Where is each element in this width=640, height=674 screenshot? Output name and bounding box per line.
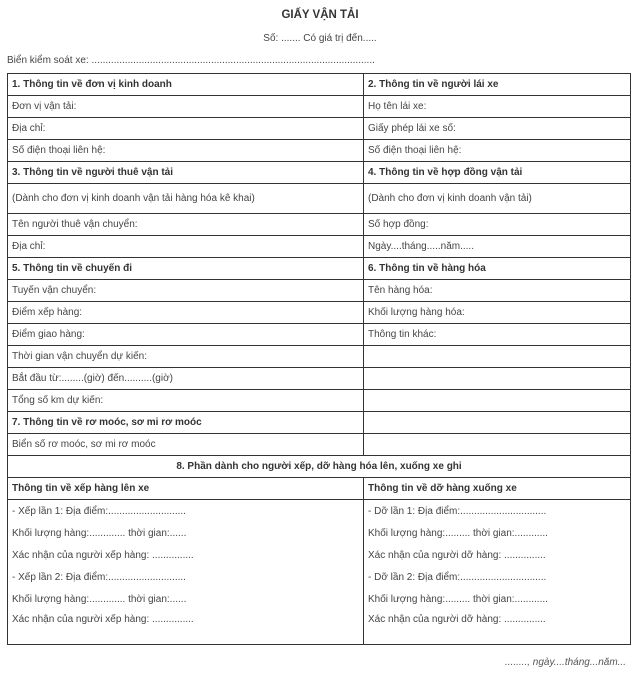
driver-phone-field: Số điện thoại liên hệ:	[364, 140, 631, 162]
table-row	[8, 324, 631, 346]
unloading-2-confirm: Xác nhận của người dỡ hàng: ...............	[364, 610, 631, 645]
loading-1-weight: Khối lượng hàng:............. thời gian:......	[8, 522, 364, 544]
table-row	[8, 368, 631, 390]
unloading-1-confirm: Xác nhận của người dỡ hàng: ...............	[364, 544, 631, 566]
vehicle-plate-line: Biển kiểm soát xe: ......................................................................................................	[7, 55, 375, 66]
empty-cell	[364, 412, 631, 434]
unloading-2-location: - Dỡ lần 2: Địa điểm:...............................	[364, 566, 631, 588]
goods-other-field: Thông tin khác:	[364, 324, 631, 346]
table-row	[8, 280, 631, 302]
unloading-1-location: - Dỡ lần 1: Địa điểm:...............................	[364, 500, 631, 523]
section-2-heading: 2. Thông tin về người lái xe	[364, 74, 631, 96]
signature-date-line: ........, ngày....tháng...năm...	[505, 657, 626, 668]
hirer-address-field: Địa chỉ:	[8, 236, 364, 258]
empty-cell	[364, 368, 631, 390]
unloading-1-weight: Khối lượng hàng:......... thời gian:............	[364, 522, 631, 544]
route-field: Tuyến vận chuyển:	[8, 280, 364, 302]
contract-date-field: Ngày....tháng.....năm.....	[364, 236, 631, 258]
table-row	[8, 456, 631, 478]
table-row	[8, 184, 631, 214]
driver-license-field: Giấy phép lái xe số:	[364, 118, 631, 140]
business-address-field: Địa chỉ:	[8, 118, 364, 140]
total-km-field: Tổng số km dự kiến:	[8, 390, 364, 412]
loading-1-location: - Xếp lần 1: Địa điểm:............................	[8, 500, 364, 523]
loading-1-confirm: Xác nhận của người xếp hàng: ...............	[8, 544, 364, 566]
trailer-plate-field: Biển số rơ moóc, sơ mi rơ moóc	[8, 434, 364, 456]
table-row	[8, 390, 631, 412]
loading-2-weight: Khối lượng hàng:............. thời gian:......	[8, 588, 364, 610]
table-row	[8, 478, 631, 500]
section-3-heading: 3. Thông tin về người thuê vận tải	[8, 162, 364, 184]
table-row	[8, 140, 631, 162]
table-row	[8, 588, 631, 610]
hirer-name-field: Tên người thuê vận chuyển:	[8, 214, 364, 236]
expected-time-field: Thời gian vận chuyển dự kiến:	[8, 346, 364, 368]
business-phone-field: Số điện thoại liên hệ:	[8, 140, 364, 162]
section-3-note: (Dành cho đơn vị kinh doanh vận tải hàng hóa kê khai)	[8, 184, 364, 214]
table-row	[8, 74, 631, 96]
unloading-info-heading: Thông tin về dỡ hàng xuống xe	[364, 478, 631, 500]
section-6-heading: 6. Thông tin về hàng hóa	[364, 258, 631, 280]
section-1-heading: 1. Thông tin về đơn vị kinh doanh	[8, 74, 364, 96]
table-row	[8, 522, 631, 544]
transport-form-table	[7, 73, 631, 645]
table-row	[8, 302, 631, 324]
start-time-field: Bắt đầu từ:........(giờ) đến..........(giờ)	[8, 368, 364, 390]
document-number-line: Số: ....... Có giá trị đến.....	[263, 33, 377, 44]
document-title: GIẤY VẬN TẢI	[281, 9, 359, 21]
table-row	[8, 118, 631, 140]
empty-cell	[364, 346, 631, 368]
section-5-heading: 5. Thông tin về chuyến đi	[8, 258, 364, 280]
section-7-heading: 7. Thông tin về rơ moóc, sơ mi rơ moóc	[8, 412, 364, 434]
section-4-note: (Dành cho đơn vị kinh doanh vận tải)	[364, 184, 631, 214]
table-row	[8, 500, 631, 523]
table-row	[8, 236, 631, 258]
loading-info-heading: Thông tin về xếp hàng lên xe	[8, 478, 364, 500]
table-row	[8, 214, 631, 236]
loading-2-location: - Xếp lần 2: Địa điểm:............................	[8, 566, 364, 588]
section-8-heading: 8. Phần dành cho người xếp, dỡ hàng hóa lên, xuống xe ghi	[8, 456, 631, 478]
section-4-heading: 4. Thông tin về hợp đồng vận tải	[364, 162, 631, 184]
transport-unit-field: Đơn vị vận tải:	[8, 96, 364, 118]
goods-weight-field: Khối lượng hàng hóa:	[364, 302, 631, 324]
loading-2-confirm: Xác nhận của người xếp hàng: ...............	[8, 610, 364, 645]
table-row	[8, 434, 631, 456]
table-row	[8, 412, 631, 434]
delivery-point-field: Điểm giao hàng:	[8, 324, 364, 346]
table-row	[8, 96, 631, 118]
table-row	[8, 346, 631, 368]
table-row	[8, 566, 631, 588]
unloading-2-weight: Khối lượng hàng:......... thời gian:............	[364, 588, 631, 610]
empty-cell	[364, 390, 631, 412]
table-row	[8, 544, 631, 566]
loading-point-field: Điểm xếp hàng:	[8, 302, 364, 324]
empty-cell	[364, 434, 631, 456]
table-row	[8, 162, 631, 184]
driver-name-field: Họ tên lái xe:	[364, 96, 631, 118]
table-row	[8, 610, 631, 645]
table-row	[8, 258, 631, 280]
goods-name-field: Tên hàng hóa:	[364, 280, 631, 302]
contract-number-field: Số hợp đồng:	[364, 214, 631, 236]
